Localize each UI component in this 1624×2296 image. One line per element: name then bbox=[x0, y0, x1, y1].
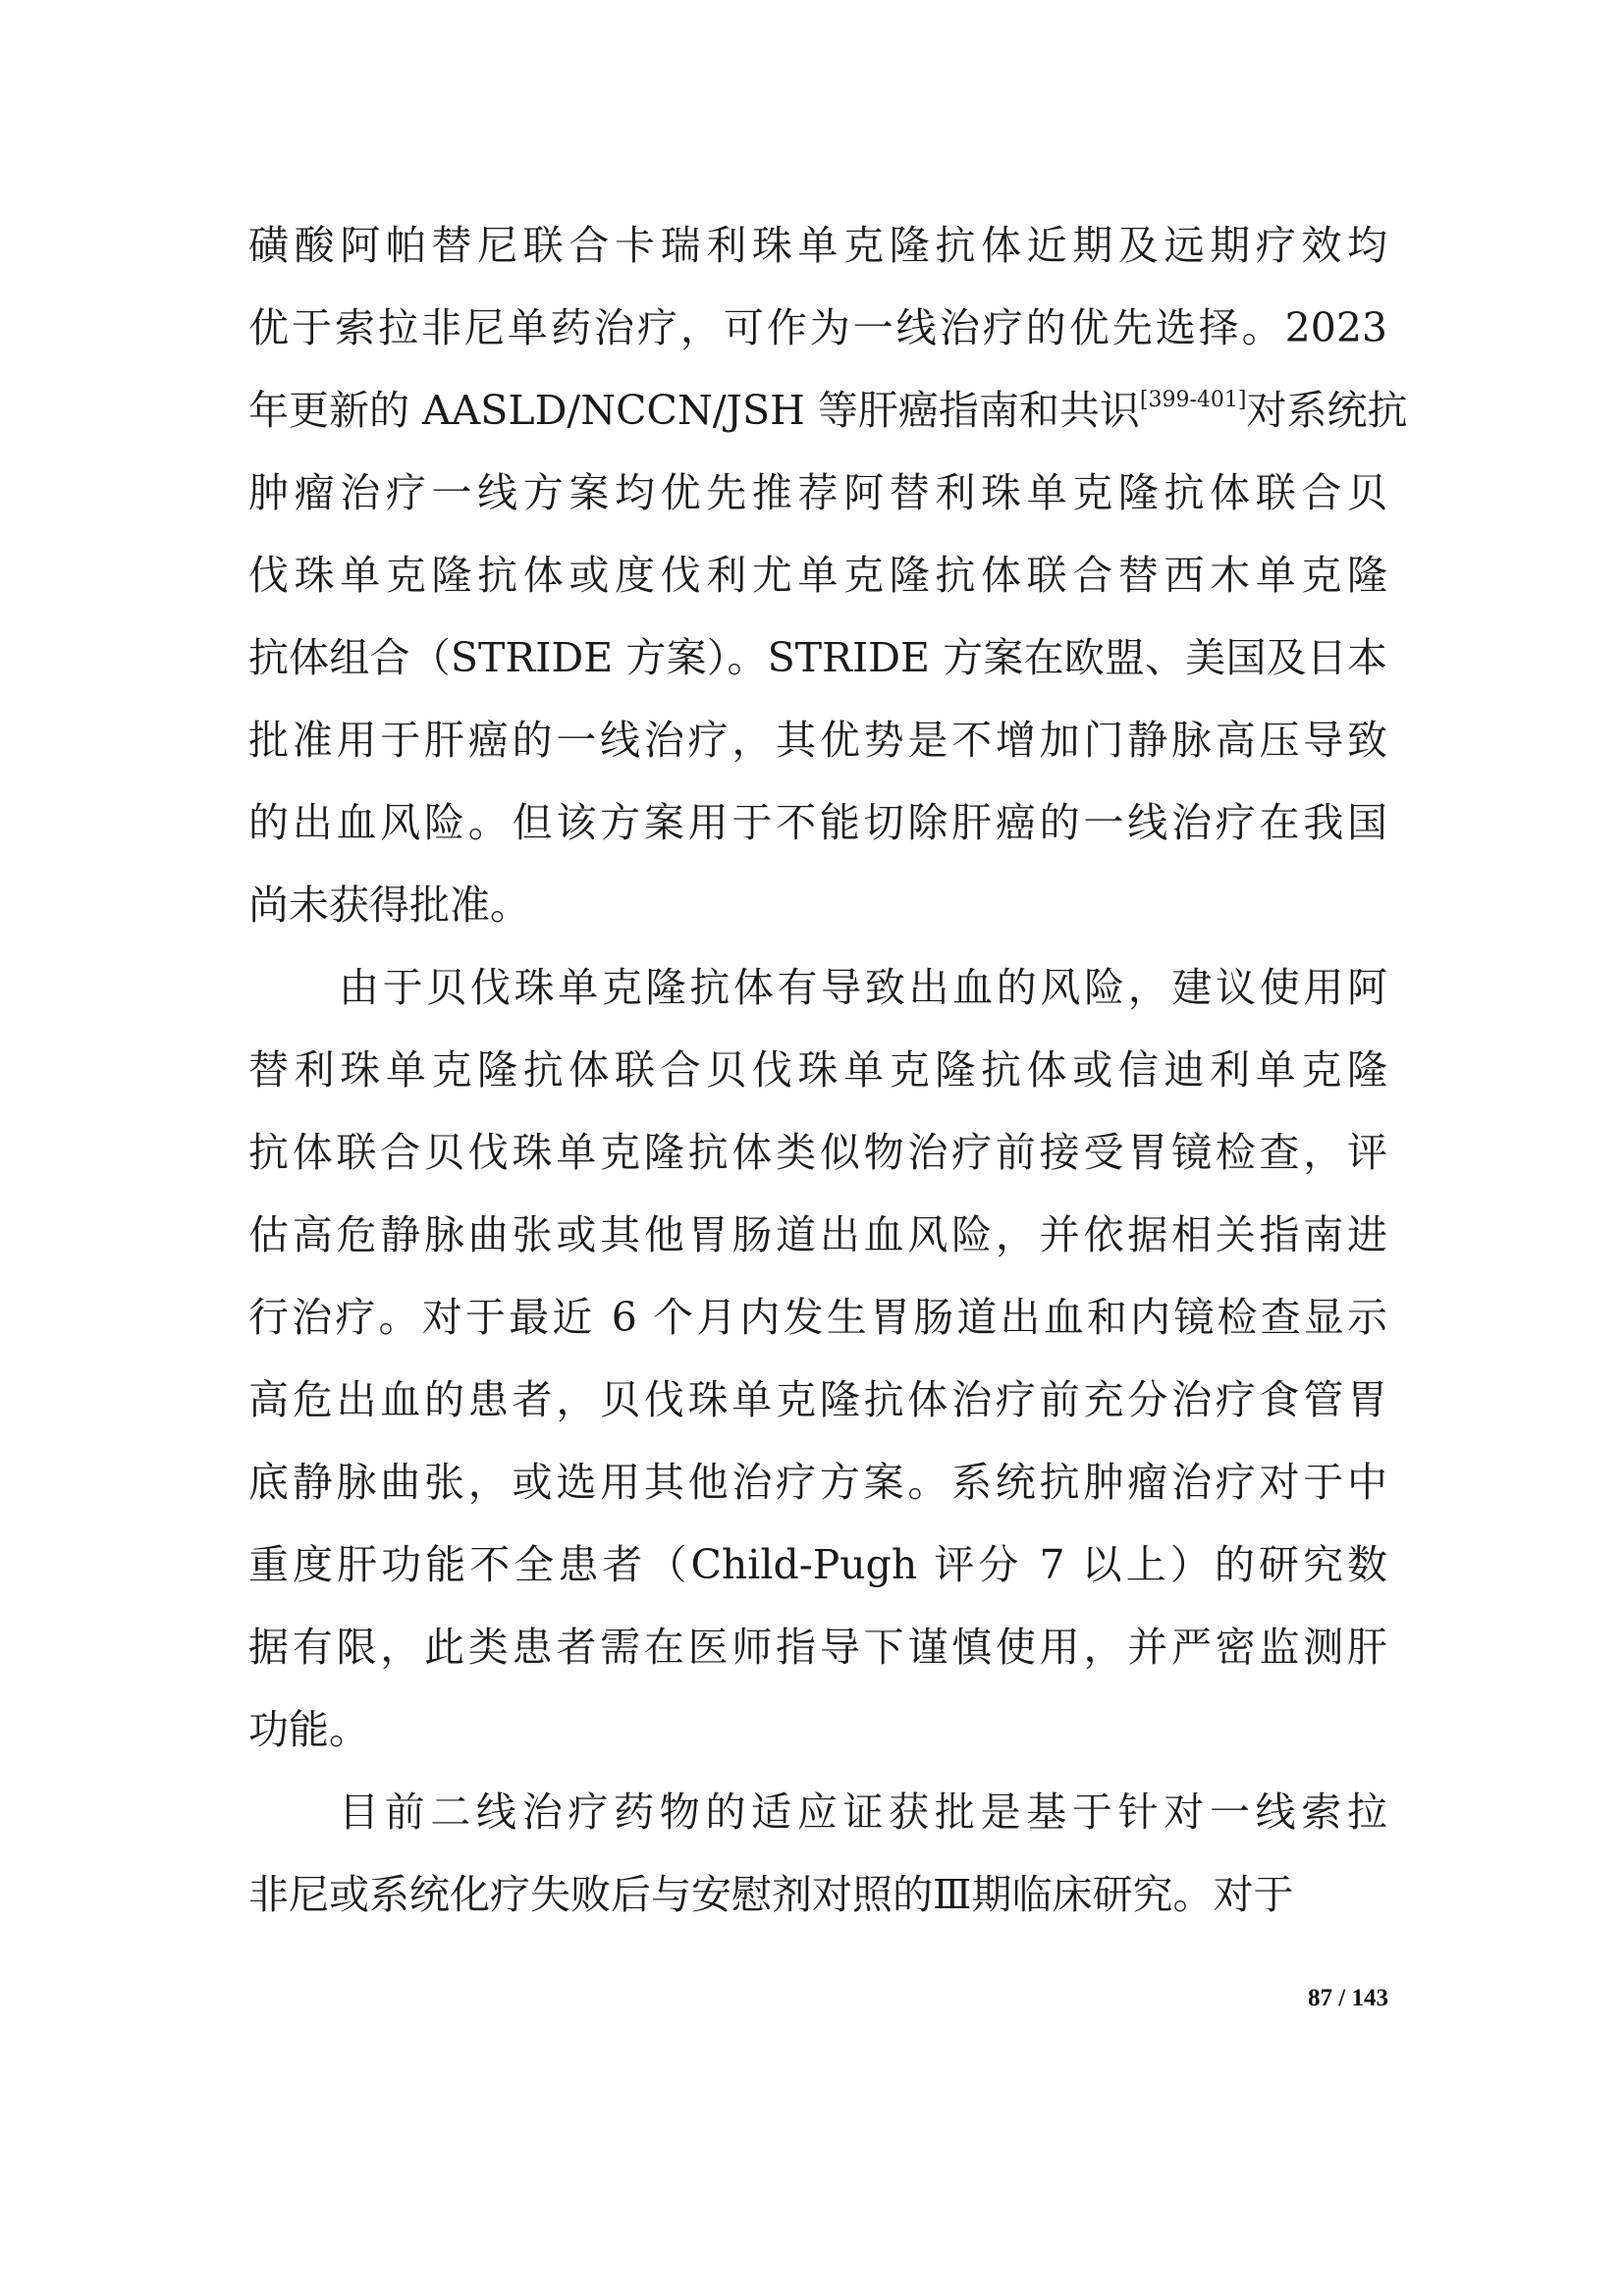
text-line: 估高危静脉曲张或其他胃肠道出血风险，并依据相关指南进 bbox=[248, 1211, 1387, 1258]
text-line: 目前二线治疗药物的适应证获批是基于针对一线索拉 bbox=[339, 1789, 1387, 1836]
citation-reference: [399-401] bbox=[1139, 388, 1247, 412]
paragraph bbox=[248, 1771, 1387, 1936]
text-line: 磺酸阿帕替尼联合卡瑞利珠单克隆抗体近期及远期疗效均 bbox=[248, 222, 1387, 269]
text-line: 批准用于肝癌的一线治疗，其优势是不增加门静脉高压导致 bbox=[248, 717, 1387, 764]
text-line: 肿瘤治疗一线方案均优先推荐阿替利珠单克隆抗体联合贝 bbox=[248, 469, 1387, 516]
text-line: 尚未获得批准。 bbox=[248, 881, 530, 929]
text-line: 行治疗。对于最近 6 个月内发生胃肠道出血和内镜检查显示 bbox=[248, 1294, 1387, 1341]
paragraph bbox=[248, 204, 1408, 946]
text-line: 抗体组合（STRIDE 方案）。STRIDE 方案在欧盟、美国及日本 bbox=[248, 634, 1387, 681]
text-line: 的出血风险。但该方案用于不能切除肝癌的一线治疗在我国 bbox=[248, 799, 1387, 846]
text-line: 非尼或系统化疗失败后与安慰剂对照的Ⅲ期临床研究。对于 bbox=[248, 1871, 1294, 1918]
body-text bbox=[248, 204, 1408, 1936]
page-number: 87 / 143 bbox=[1308, 1985, 1388, 2011]
text-segment: 对系统抗 bbox=[1246, 387, 1408, 434]
text-line: 伐珠单克隆抗体或度伐利尤单克隆抗体联合替西木单克隆 bbox=[248, 552, 1387, 599]
text-line: 底静脉曲张，或选用其他治疗方案。系统抗肿瘤治疗对于中 bbox=[248, 1459, 1387, 1506]
text-line: 高危出血的患者，贝伐珠单克隆抗体治疗前充分治疗食管胃 bbox=[248, 1376, 1387, 1423]
text-line: 替利珠单克隆抗体联合贝伐珠单克隆抗体或信迪利单克隆 bbox=[248, 1046, 1387, 1094]
text-line bbox=[248, 369, 1408, 452]
text-segment: 年更新的 AASLD/NCCN/JSH 等肝癌指南和共识 bbox=[248, 387, 1140, 434]
text-line: 重度肝功能不全患者（Child-Pugh 评分 7 以上）的研究数 bbox=[248, 1541, 1387, 1588]
text-line: 功能。 bbox=[248, 1706, 369, 1753]
paragraph bbox=[248, 946, 1387, 1771]
text-line: 据有限，此类患者需在医师指导下谨慎使用，并严密监测肝 bbox=[248, 1624, 1387, 1671]
text-line: 抗体联合贝伐珠单克隆抗体类似物治疗前接受胃镜检查，评 bbox=[248, 1129, 1387, 1176]
text-line: 由于贝伐珠单克隆抗体有导致出血的风险，建议使用阿 bbox=[339, 964, 1387, 1011]
text-line: 优于索拉非尼单药治疗，可作为一线治疗的优先选择。2023 bbox=[248, 304, 1387, 351]
